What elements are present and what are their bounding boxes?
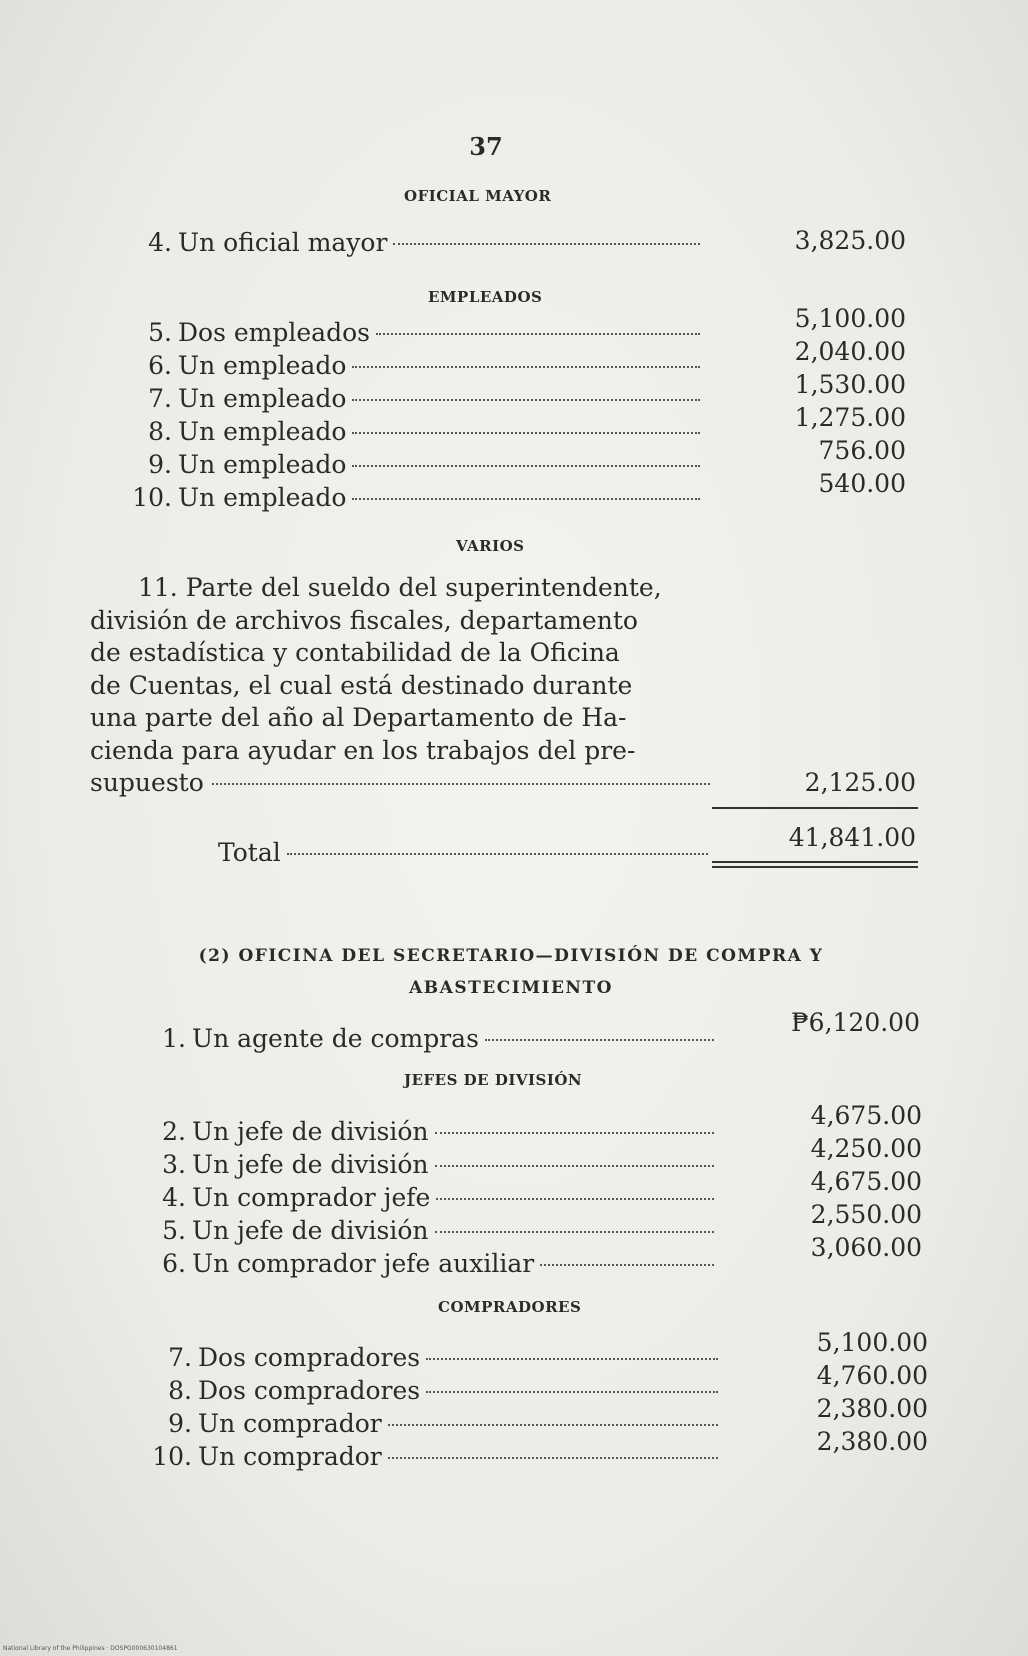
total-double-rule: [712, 861, 918, 868]
leader-dots: [485, 1039, 714, 1041]
item-number: 4.: [162, 1183, 186, 1212]
section-title: (2) OFICINA DEL SECRETARIO—DIVISIÓN DE COMPRA Y: [198, 946, 824, 966]
item-amount: 5,100.00: [794, 304, 906, 333]
item-label: Un comprador: [198, 1409, 382, 1438]
line-item: [140, 1216, 720, 1245]
paragraph-line: una parte del año al Departamento de Ha-: [90, 703, 627, 732]
item-label: Un comprador: [198, 1442, 382, 1471]
item-number: 6.: [162, 1249, 186, 1278]
item-number: 9.: [168, 1409, 192, 1438]
item-label: Un empleado: [178, 417, 347, 446]
line-item: [118, 384, 706, 413]
leader-dots: [435, 1231, 715, 1233]
line-item: [118, 450, 706, 479]
line-item: [118, 483, 706, 512]
item-number: 9.: [148, 450, 172, 479]
scan-footer: National Library of the Philippines · DOSPG000630104861: [3, 1645, 178, 1652]
item-number: 5.: [148, 318, 172, 347]
line-item: [140, 1150, 720, 1179]
leader-dots: [352, 465, 700, 467]
item-amount: 2,550.00: [810, 1200, 922, 1229]
item-label: Un agente de compras: [192, 1024, 479, 1053]
leader-dots: [435, 1165, 715, 1167]
item-label: Un empleado: [178, 384, 347, 413]
total-amount: 41,841.00: [788, 823, 916, 852]
leader-dots: [352, 498, 700, 500]
item-label: Dos compradores: [198, 1376, 421, 1405]
item-number: 6.: [148, 351, 172, 380]
item-label: Un empleado: [178, 483, 347, 512]
item-label: Un jefe de división: [192, 1150, 429, 1179]
paragraph-line: de estadística y contabilidad de la Oficina: [90, 638, 620, 667]
leader-dots: [352, 366, 700, 368]
item-label: Un comprador jefe: [192, 1183, 431, 1212]
item-number: 1.: [162, 1024, 186, 1053]
line-item: [140, 1024, 720, 1053]
item-amount: 1,530.00: [794, 370, 906, 399]
item-amount: 3,825.00: [794, 226, 906, 255]
leader-dots: [287, 853, 708, 855]
line-item: [140, 1343, 724, 1372]
item-label: Dos compradores: [198, 1343, 421, 1372]
line-item: [118, 318, 706, 347]
paragraph-line: de Cuentas, el cual está destinado durante: [90, 670, 633, 700]
leader-dots: [435, 1132, 715, 1134]
item-label: Un empleado: [178, 450, 347, 479]
item-amount: 2,380.00: [816, 1427, 928, 1456]
item-amount: 1,275.00: [794, 403, 906, 432]
line-item: [118, 417, 706, 446]
item-number: 10.: [152, 1442, 192, 1471]
leader-dots: [212, 783, 710, 785]
varios-paragraph: [90, 572, 710, 800]
leader-dots: [540, 1264, 714, 1266]
item-amount: ₱6,120.00: [791, 1008, 920, 1037]
heading-varios: VARIOS: [456, 537, 525, 555]
heading-oficial-mayor: OFICIAL MAYOR: [404, 187, 552, 205]
item-number: 2.: [162, 1117, 186, 1146]
item-amount: 756.00: [818, 436, 906, 465]
item-label: Un comprador jefe auxiliar: [192, 1249, 535, 1278]
page-number: 37: [469, 132, 503, 161]
section-title-continued: ABASTECIMIENTO: [409, 978, 613, 998]
paragraph-line: supuesto: [90, 767, 710, 800]
leader-dots: [388, 1457, 718, 1459]
item-amount: 2,380.00: [816, 1394, 928, 1423]
item-amount: 4,675.00: [810, 1101, 922, 1130]
line-item: [140, 1249, 720, 1278]
item-label: Un oficial mayor: [178, 228, 388, 257]
line-item: [140, 1442, 724, 1471]
item-number: 4.: [148, 228, 172, 257]
item-label: Un jefe de división: [192, 1117, 429, 1146]
line-item: [140, 1183, 720, 1212]
leader-dots: [352, 399, 700, 401]
item-number: 7.: [148, 384, 172, 413]
item-amount: 2,040.00: [794, 337, 906, 366]
leader-dots: [352, 432, 700, 434]
heading-compradores: COMPRADORES: [438, 1298, 582, 1316]
leader-dots: [393, 243, 700, 245]
item-number: 5.: [162, 1216, 186, 1245]
item-amount: 4,760.00: [816, 1361, 928, 1390]
item-number: 7.: [168, 1343, 192, 1372]
item-amount: 3,060.00: [810, 1233, 922, 1262]
item-label: Un jefe de división: [192, 1216, 429, 1245]
item-number: 8.: [168, 1376, 192, 1405]
leader-dots: [376, 333, 700, 335]
total-line: [218, 838, 714, 867]
item-amount: 5,100.00: [816, 1328, 928, 1357]
line-item: [118, 228, 706, 257]
item-amount: 540.00: [818, 469, 906, 498]
leader-dots: [388, 1424, 718, 1426]
item-number: 3.: [162, 1150, 186, 1179]
item-amount: 4,250.00: [810, 1134, 922, 1163]
line-item: [140, 1409, 724, 1438]
item-label: Un empleado: [178, 351, 347, 380]
heading-empleados: EMPLEADOS: [428, 288, 543, 306]
line-item: [140, 1117, 720, 1146]
item-number: 8.: [148, 417, 172, 446]
line-item: [140, 1376, 724, 1405]
heading-jefes-de-division: JEFES DE DIVISIÓN: [404, 1071, 583, 1089]
leader-dots: [436, 1198, 714, 1200]
leader-dots: [426, 1391, 718, 1393]
leader-dots: [426, 1358, 718, 1360]
paragraph-line: cienda para ayudar en los trabajos del pre-: [90, 735, 636, 765]
item-amount: 4,675.00: [810, 1167, 922, 1196]
paragraph-line: división de archivos fiscales, departamento: [90, 605, 638, 635]
sum-rule: [712, 807, 918, 809]
line-item: [118, 351, 706, 380]
item-number: 10.: [132, 483, 172, 512]
item-label: Dos empleados: [178, 318, 370, 347]
paragraph-line: 11. Parte del sueldo del superintendente,: [138, 573, 662, 602]
total-label: Total: [218, 838, 281, 867]
item-amount: 2,125.00: [804, 768, 916, 797]
